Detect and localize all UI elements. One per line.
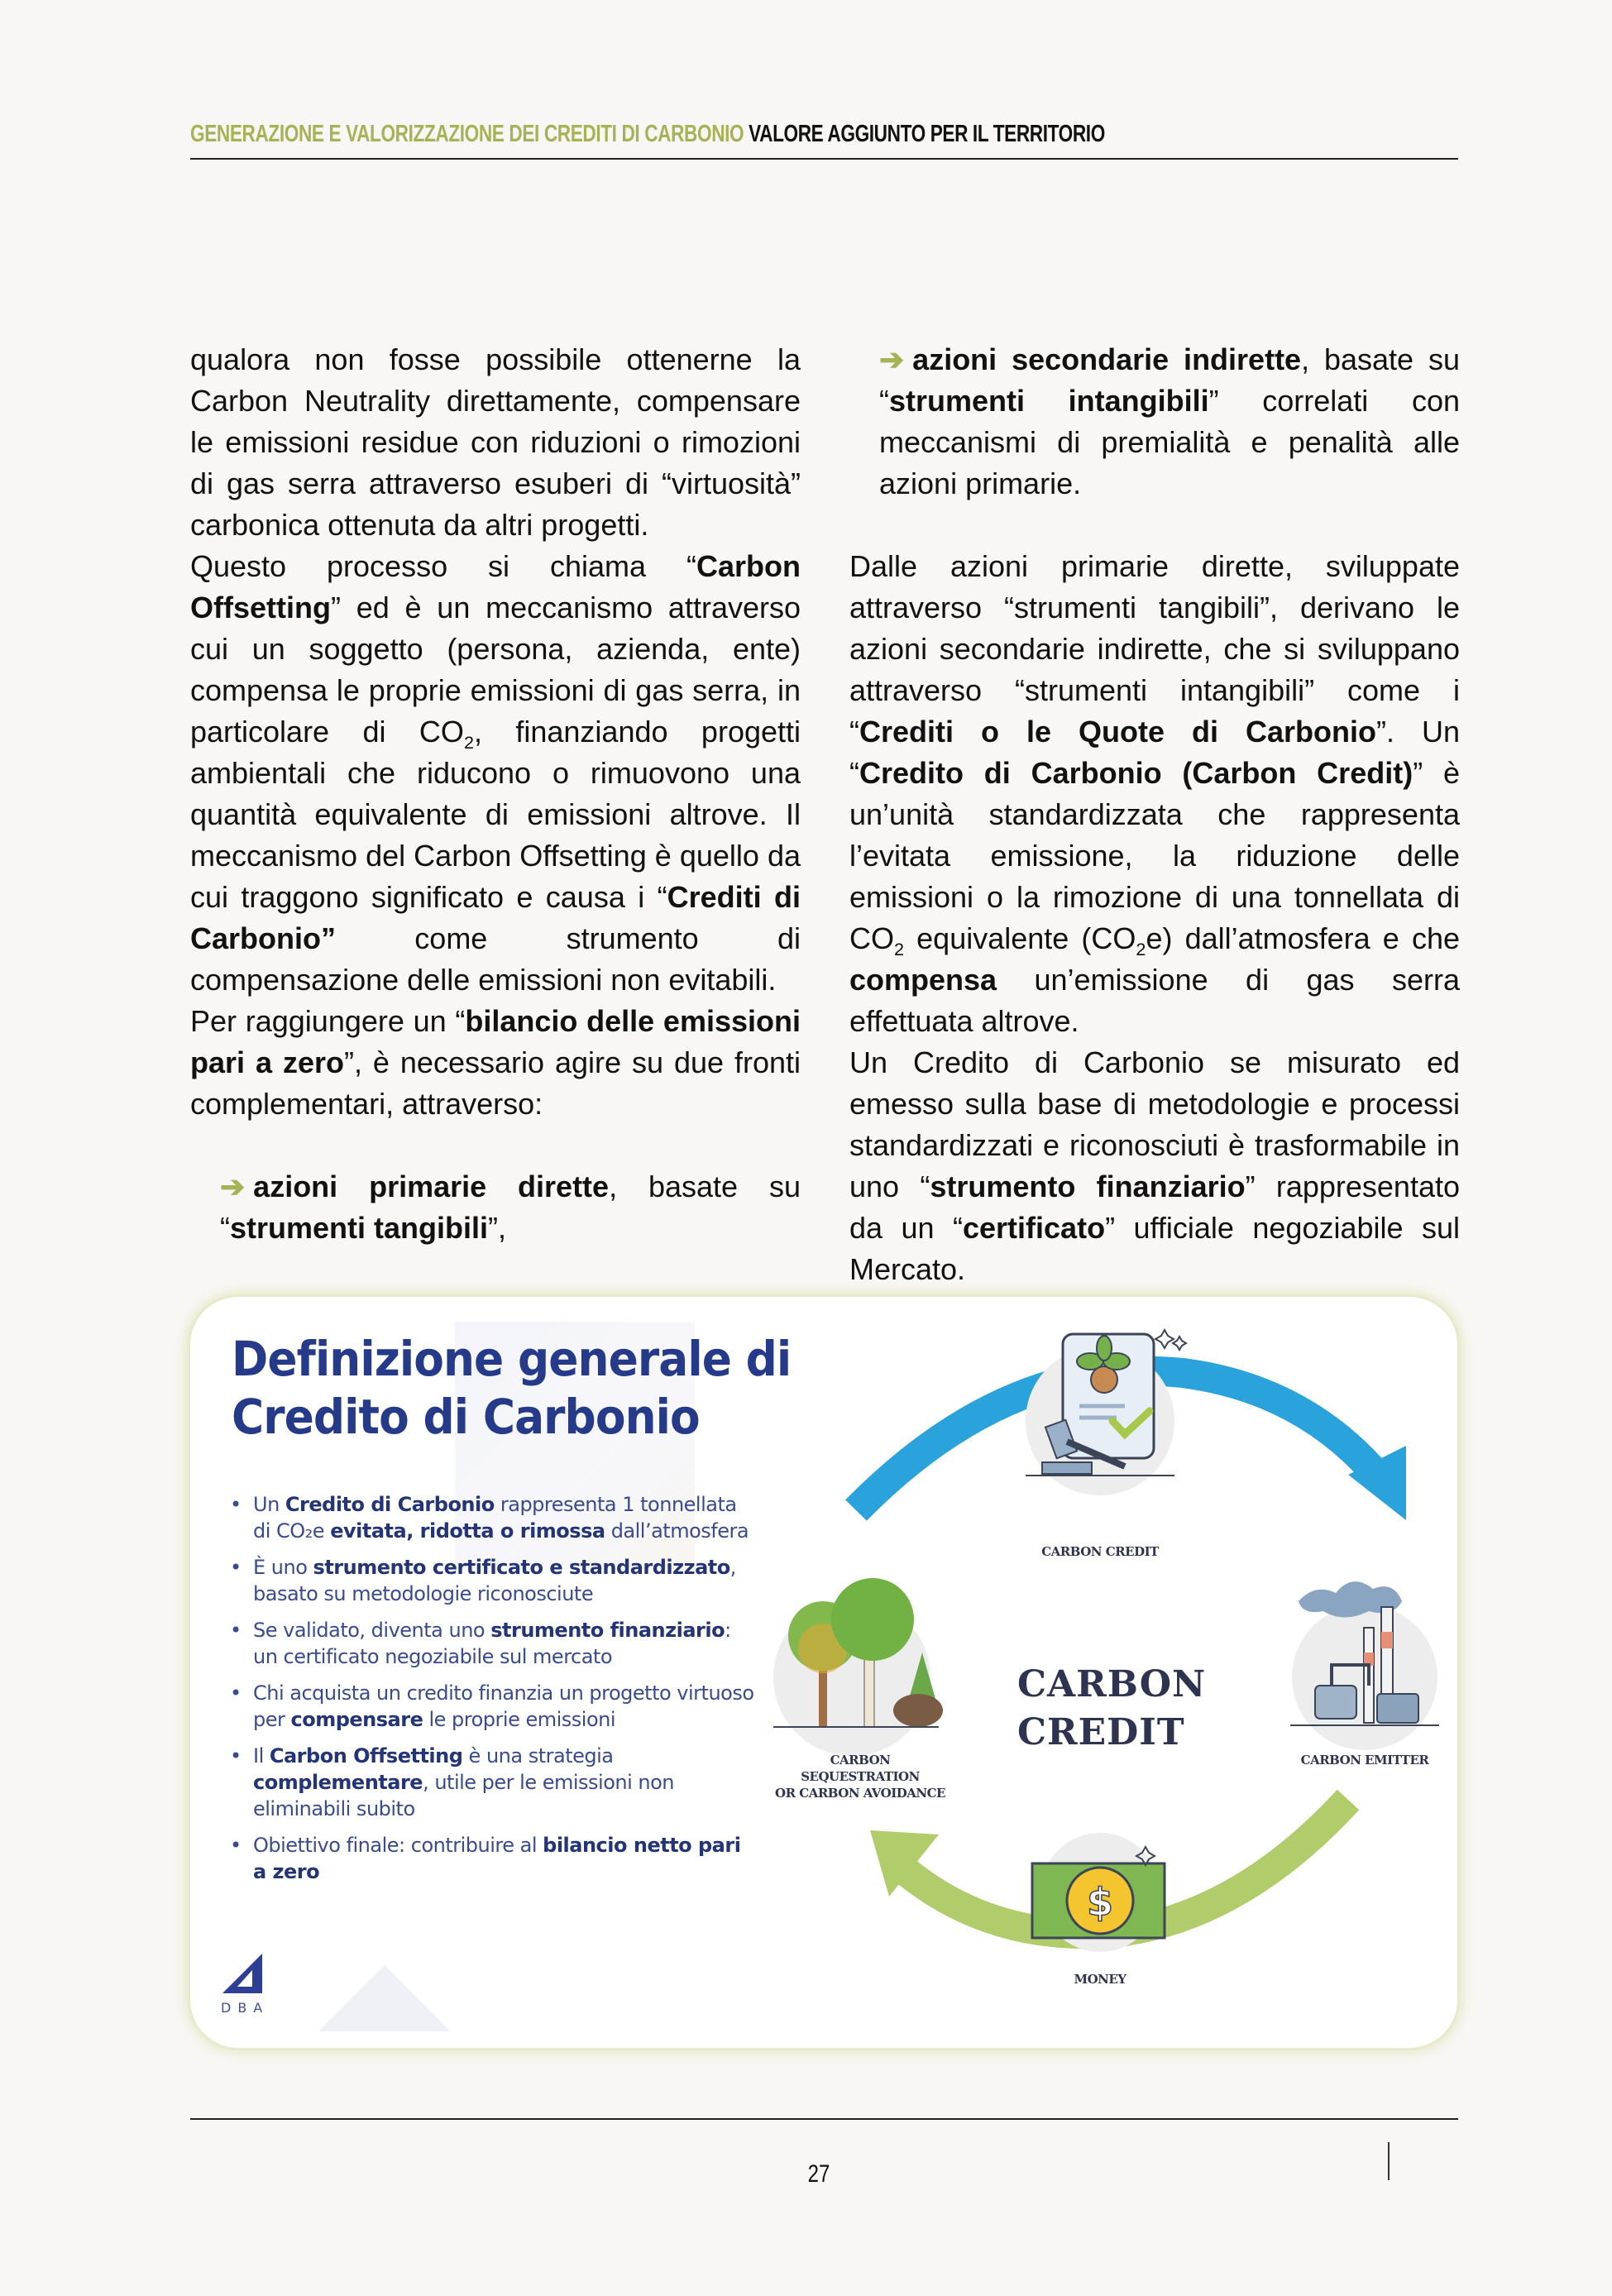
paragraph: Per raggiungere un “bilancio delle emissioni pari a zero”, è necessario agire su due fronti complementari, attraverso: xyxy=(190,1004,801,1121)
label-carbon-emitter: CARBON EMITTER xyxy=(1300,1753,1429,1767)
arrow-bullet: ➔ azioni secondarie indirette, basate su “strumenti intangibili” correlati con meccanismi di premialità e penalità alle azioni primarie. xyxy=(879,342,1460,500)
forest-sequestration-icon xyxy=(773,1578,943,1756)
svg-text:$: $ xyxy=(1086,1880,1114,1925)
factory-emitter-icon xyxy=(1290,1581,1439,1750)
footer-rule xyxy=(190,2118,1458,2120)
paragraph: Un Credito di Carbonio se misurato ed emesso sulla base di metodologie e processi standardizzati e riconosciuti è trasformabile in uno “strumento finanziario” rappresentato da un “certificato” ufficiale negoziabile sul Mercato. xyxy=(849,1045,1461,1286)
header-rule xyxy=(190,158,1458,160)
left-column xyxy=(190,339,801,1249)
slide-figure xyxy=(190,1297,1457,2048)
paragraph: qualora non fosse possibile ottenerne la Carbon Neutrality direttamente, compensare le emissioni residue con riduzioni o rimozioni di gas serra attraverso esuberi di “virtuosità” carbonica ottenuta da altri progetti. xyxy=(190,342,801,542)
carbon-credit-cycle-diagram xyxy=(769,1297,1457,2048)
header-title-dark: VALORE AGGIUNTO PER IL TERRITORIO xyxy=(749,121,1105,147)
slide-bullet: • Obiettivo finale: contribuire al bilancio netto pari a zero xyxy=(230,1832,759,1885)
carbon-credit-certificate-icon xyxy=(1026,1330,1186,1495)
dba-logo-text: DBA xyxy=(221,2000,270,2016)
running-header xyxy=(190,121,1179,148)
right-column xyxy=(849,339,1460,1290)
slide-bullet-list xyxy=(230,1491,759,1895)
arrow-bullet: ➔ azioni primarie dirette, basate su “strumenti tangibili”, xyxy=(220,1170,801,1245)
label-carbon-sequestration: CARBON SEQUESTRATION OR CARBON AVOIDANCE xyxy=(775,1753,945,1801)
arrow-right-icon: ➔ xyxy=(220,1170,246,1203)
dba-logo-icon xyxy=(219,1950,269,2000)
slide-bullet: • Chi acquista un credito finanzia un progetto virtuoso per compensare le proprie emissioni xyxy=(230,1680,759,1733)
slide-title: Definizione generale di Credito di Carbonio xyxy=(232,1331,792,1445)
label-carbon-credit: CARBON CREDIT xyxy=(1041,1544,1159,1559)
arrow-right-icon: ➔ xyxy=(879,342,905,376)
money-icon xyxy=(1032,1833,1165,1952)
bold-term: Crediti di Carbonio” xyxy=(190,880,801,955)
paragraph: Questo processo si chiama “Carbon Offsetting” ed è un meccanismo attraverso cui un soggetto (persona, azienda, ente) compensa le proprie emissioni di gas serra, in particolare di $CO_2$, finanziando progetti ambientali che riducono o rimuovono una quantità equivalente di emissioni altrove. Il meccanismo del Carbon Offsetting è quello da cui traggono significato e causa i “Crediti di Carbonio” come strumento di compensazione delle emissioni non evitabili. xyxy=(190,549,801,997)
footer-tick-mark xyxy=(1388,2142,1390,2180)
watermark-triangle xyxy=(318,1965,451,2031)
bold-term: bilancio delle emissioni pari a zero xyxy=(190,1004,801,1079)
slide-bullet: • Un Credito di Carbonio rappresenta 1 tonnellata di CO₂e evitata, ridotta o rimossa dall’atmosfera xyxy=(230,1491,759,1544)
slide-bullet: • Se validato, diventa uno strumento finanziario: un certificato negoziabile sul mercato xyxy=(230,1617,759,1670)
header-title-accent: GENERAZIONE E VALORIZZAZIONE DEI CREDITI DI CARBONIO xyxy=(190,121,744,147)
slide-bullet: • È uno strumento certificato e standardizzato, basato su metodologie riconosciute xyxy=(230,1554,759,1607)
label-money: MONEY xyxy=(1074,1972,1126,1987)
bold-term: Carbon Offsetting xyxy=(190,549,801,624)
paragraph: Dalle azioni primarie dirette, sviluppate attraverso “strumenti tangibili”, derivano le azioni secondarie indirette, che si sviluppano attraverso “strumenti intangibili” come i “Crediti o le Quote di Carbonio”. Un “Credito di Carbonio (Carbon Credit)” è un’unità standardizzata che rappresenta l’evitata emissione, la riduzione delle emissioni o la rimozione di una tonnellata di $CO_2$ equivalente $(CO_2e)$ dall’atmosfera e che compensa un’emissione di gas serra effettuata altrove. xyxy=(849,549,1461,1038)
diagram-center-label: CARBON CREDIT xyxy=(1017,1663,1207,1753)
slide-bullet: • Il Carbon Offsetting è una strategia complementare, utile per le emissioni non eliminabili subito xyxy=(230,1743,759,1822)
page-number: 27 xyxy=(807,2160,830,2188)
